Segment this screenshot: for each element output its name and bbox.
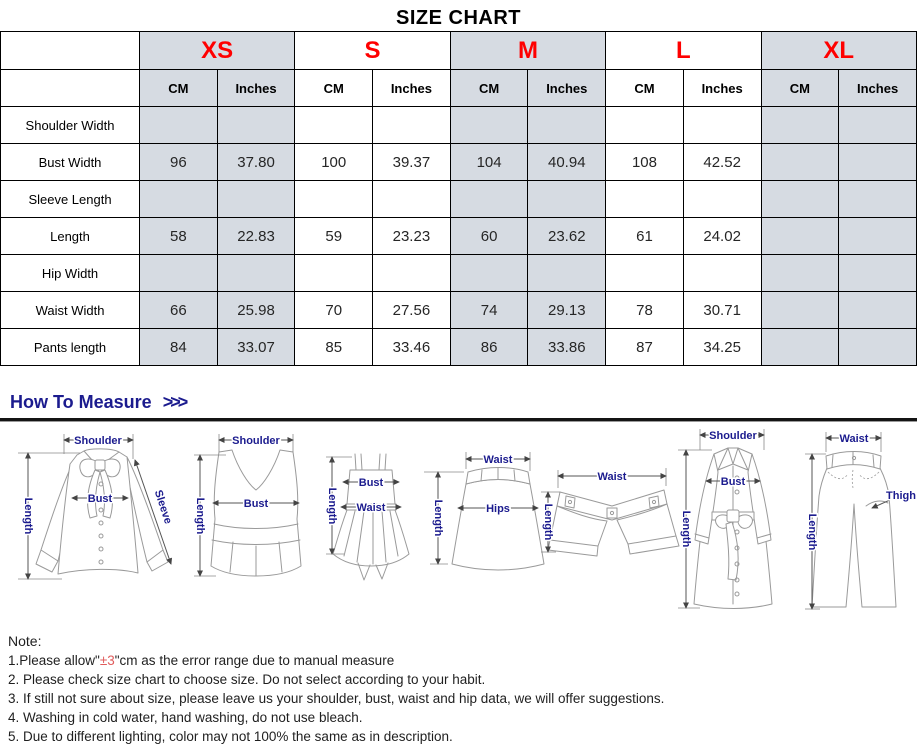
cell — [839, 218, 917, 255]
cell: 37.80 — [217, 144, 295, 181]
row-label: Hip Width — [1, 255, 140, 292]
cell — [839, 329, 917, 366]
label-thigh: Thigh — [886, 490, 916, 502]
cell: 100 — [295, 144, 373, 181]
label-waist: Waist — [483, 454, 513, 466]
unit-header: Inches — [528, 70, 606, 107]
figure-blouse — [18, 434, 174, 579]
label-bust: Bust — [720, 476, 746, 488]
label-sleeve: Sleeve — [151, 488, 174, 526]
row-label: Shoulder Width — [1, 107, 140, 144]
cell: 30.71 — [683, 292, 761, 329]
unit-header: Inches — [683, 70, 761, 107]
cell: 29.13 — [528, 292, 606, 329]
row-label: Pants length — [1, 329, 140, 366]
table-row — [1, 144, 917, 181]
label-bust: Bust — [87, 493, 113, 505]
cell: 60 — [450, 218, 528, 255]
cell — [373, 255, 451, 292]
cell — [217, 255, 295, 292]
cell: 42.52 — [683, 144, 761, 181]
cell: 61 — [606, 218, 684, 255]
unit-header: CM — [606, 70, 684, 107]
cell: 23.62 — [528, 218, 606, 255]
cell — [761, 329, 839, 366]
cell — [761, 181, 839, 218]
cell: 24.02 — [683, 218, 761, 255]
label-length: Length — [326, 487, 338, 525]
notes-section — [8, 632, 917, 746]
measure-heading — [10, 392, 917, 415]
cell — [140, 255, 218, 292]
cell: 59 — [295, 218, 373, 255]
corner-cell — [1, 70, 140, 107]
label-length: Length — [22, 497, 34, 535]
cell: 104 — [450, 144, 528, 181]
cell — [683, 107, 761, 144]
unit-header-row — [1, 70, 917, 107]
size-header-l: L — [606, 32, 761, 70]
unit-header: CM — [295, 70, 373, 107]
table-row — [1, 329, 917, 366]
cell: 96 — [140, 144, 218, 181]
cell — [839, 144, 917, 181]
cell: 33.86 — [528, 329, 606, 366]
cell: 87 — [606, 329, 684, 366]
figure-shorts — [541, 468, 679, 556]
unit-header: CM — [140, 70, 218, 107]
cell — [761, 107, 839, 144]
cell: 22.83 — [217, 218, 295, 255]
figure-skirt — [424, 452, 544, 570]
note-line-3: 3. If still not sure about size, please leave us your shoulder, bust, waist and hip data, we will offer suggestions. — [8, 691, 665, 706]
size-header-s: S — [295, 32, 450, 70]
table-row — [1, 107, 917, 144]
cell — [373, 181, 451, 218]
cell — [140, 107, 218, 144]
cell — [606, 255, 684, 292]
size-table — [0, 31, 917, 366]
unit-header: Inches — [839, 70, 917, 107]
cell — [450, 255, 528, 292]
cell — [683, 181, 761, 218]
label-shoulder: Shoulder — [232, 435, 280, 447]
figure-coat — [678, 429, 772, 609]
cell: 74 — [450, 292, 528, 329]
note-line-1 — [8, 651, 917, 670]
cell — [373, 107, 451, 144]
cell — [839, 255, 917, 292]
table-row — [1, 218, 917, 255]
size-header-m: M — [450, 32, 605, 70]
chevrons-icon: >>> — [162, 392, 186, 412]
row-label: Waist Width — [1, 292, 140, 329]
cell: 33.46 — [373, 329, 451, 366]
cell: 108 — [606, 144, 684, 181]
table-row — [1, 255, 917, 292]
cell — [839, 107, 917, 144]
label-shoulder: Shoulder — [709, 430, 757, 442]
note-1-prefix: 1.Please allow" — [8, 653, 100, 668]
unit-header: Inches — [373, 70, 451, 107]
cell — [606, 107, 684, 144]
size-header-xl: XL — [761, 32, 917, 70]
cell: 33.07 — [217, 329, 295, 366]
label-bust: Bust — [358, 477, 384, 489]
cell — [761, 218, 839, 255]
measure-heading-text: How To Measure — [10, 392, 152, 412]
label-length: Length — [542, 503, 554, 541]
cell — [761, 255, 839, 292]
cell — [761, 144, 839, 181]
divider-line — [0, 418, 917, 422]
size-header-row — [1, 32, 917, 70]
cell: 34.25 — [683, 329, 761, 366]
figure-dress — [326, 454, 409, 580]
cell — [140, 181, 218, 218]
size-header-xs: XS — [140, 32, 295, 70]
notes-title: Note: — [8, 633, 42, 649]
cell: 78 — [606, 292, 684, 329]
note-line-5: 5. Due to different lighting, color may not 100% the same as in description. — [8, 729, 453, 744]
row-label: Sleeve Length — [1, 181, 140, 218]
label-shoulder: Shoulder — [74, 435, 122, 447]
label-length: Length — [806, 513, 818, 551]
cell: 39.37 — [373, 144, 451, 181]
cell: 70 — [295, 292, 373, 329]
cell — [295, 181, 373, 218]
cell — [761, 292, 839, 329]
unit-header: CM — [761, 70, 839, 107]
unit-header: Inches — [217, 70, 295, 107]
cell: 58 — [140, 218, 218, 255]
unit-header: CM — [450, 70, 528, 107]
cell — [528, 107, 606, 144]
cell — [450, 181, 528, 218]
cell: 23.23 — [373, 218, 451, 255]
cell: 85 — [295, 329, 373, 366]
cell — [295, 107, 373, 144]
cell: 86 — [450, 329, 528, 366]
label-hips: Hips — [486, 503, 510, 515]
cell — [450, 107, 528, 144]
table-row — [1, 181, 917, 218]
label-bust: Bust — [243, 498, 269, 510]
page-title: SIZE CHART — [396, 7, 521, 29]
cell — [839, 292, 917, 329]
note-1-suffix: "cm as the error range due to manual measure — [114, 653, 395, 668]
cell — [295, 255, 373, 292]
label-waist: Waist — [839, 433, 869, 445]
cell — [217, 181, 295, 218]
label-waist: Waist — [597, 471, 627, 483]
label-length: Length — [432, 499, 444, 537]
cell: 66 — [140, 292, 218, 329]
how-to-measure-figures — [0, 424, 917, 624]
figure-tank-top — [194, 434, 301, 576]
label-waist: Waist — [356, 502, 386, 514]
cell — [606, 181, 684, 218]
cell: 25.98 — [217, 292, 295, 329]
cell — [528, 181, 606, 218]
cell: 27.56 — [373, 292, 451, 329]
row-label: Length — [1, 218, 140, 255]
row-label: Bust Width — [1, 144, 140, 181]
corner-cell — [1, 32, 140, 70]
cell: 84 — [140, 329, 218, 366]
table-row — [1, 292, 917, 329]
note-1-tolerance: ±3 — [99, 653, 115, 668]
cell — [217, 107, 295, 144]
label-length: Length — [194, 497, 206, 535]
note-line-4: 4. Washing in cold water, hand washing, do not use bleach. — [8, 710, 363, 725]
cell — [683, 255, 761, 292]
figure-pants — [805, 432, 916, 609]
cell: 40.94 — [528, 144, 606, 181]
cell — [528, 255, 606, 292]
cell — [839, 181, 917, 218]
note-line-2: 2. Please check size chart to choose size. Do not select according to your habit. — [8, 672, 486, 687]
label-length: Length — [680, 510, 692, 548]
